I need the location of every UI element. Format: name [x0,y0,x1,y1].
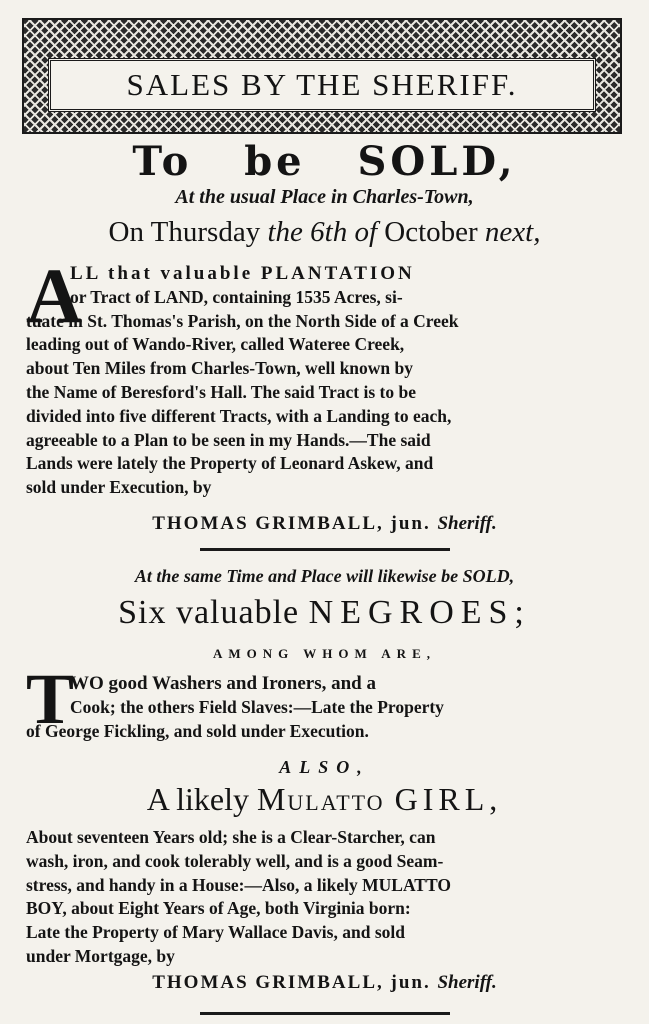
negroes-heading [0,594,649,632]
sale-date-part-4: next, [484,216,541,248]
negroes-heading-part-2: NEGROES; [308,594,531,631]
sale-date-part-3: October [384,216,485,248]
sale-date-part-1: On Thursday [108,216,268,248]
sheriff-signature-2 [0,972,649,994]
mulatto-description [26,826,620,969]
sale-place: At the usual Place in Charles-Town, [175,186,474,208]
mulatto-heading-part-1: A likely [146,781,257,817]
body-line: BOY, about Eight Years of Age, both Virginia born: [26,898,411,919]
body-line: divided into five different Tracts, with a Landing to each, [26,405,452,426]
negroes-heading-part-1: Six valuable [118,594,309,631]
divider-rule [200,548,450,551]
body-line: about Ten Miles from Charles-Town, well known by [26,358,414,379]
among-whom-are: AMONG WHOM ARE, [212,646,436,661]
body-line: or Tract of LAND, containing 1535 Acres, si- [70,286,403,307]
body-line: tuate in St. Thomas's Parish, on the North Side of a Creek [26,310,459,331]
also-heading: ALSO, [279,757,370,777]
body-line: wash, iron, and cook tolerably well, and is a good Seam- [26,850,444,871]
sale-date-part-2: the 6th of [267,216,385,248]
body-line: under Mortgage, by [26,945,175,966]
mulatto-heading-part-2: Mulatto [256,781,395,817]
sheriff-signature-1 [0,513,649,535]
body-line: WO good Washers and Ironers, and a [70,673,377,694]
dropcap-t: T [26,659,75,739]
header-title-box [48,58,596,112]
body-line: stress, and handy in a House:—Also, a likely MULATTO [26,874,451,895]
body-line: agreeable to a Plan to be seen in my Hands.—The said [26,429,431,450]
body-line: the Name of Beresford's Hall. The said Tract is to be [26,381,416,402]
sale-date [0,216,649,249]
body-line: LL that valuable PLANTATION [70,263,415,284]
body-line: Late the Property of Mary Wallace Davis, and sold [26,922,405,943]
signature-title: Sheriff. [437,513,497,534]
body-line: sold under Execution, by [26,477,212,498]
body-line: About seventeen Years old; she is a Clear-Starcher, can [26,827,436,847]
negroes-description [26,672,620,743]
header-title: SALES BY THE SHERIFF. [126,67,518,102]
dropcap-a: A [26,252,83,339]
same-time-heading: At the same Time and Place will likewise be SOLD, [134,566,515,586]
body-line: of George Fickling, and sold under Execution. [26,720,369,741]
to-be-sold-heading: To be SOLD, [132,138,517,185]
mulatto-heading-part-3: GIRL, [394,781,503,817]
body-line: leading out of Wando-River, called Wateree Creek, [26,334,405,355]
signature-name: THOMAS GRIMBALL, jun. [152,972,438,993]
signature-title: Sheriff. [437,972,497,993]
body-line: Cook; the others Field Slaves:—Late the Property [70,696,444,717]
body-line: Lands were lately the Property of Leonard Askew, and [26,453,434,474]
mulatto-girl-heading [0,781,649,818]
plantation-description [26,252,620,500]
divider-rule [200,1012,450,1015]
signature-name: THOMAS GRIMBALL, jun. [152,513,438,534]
